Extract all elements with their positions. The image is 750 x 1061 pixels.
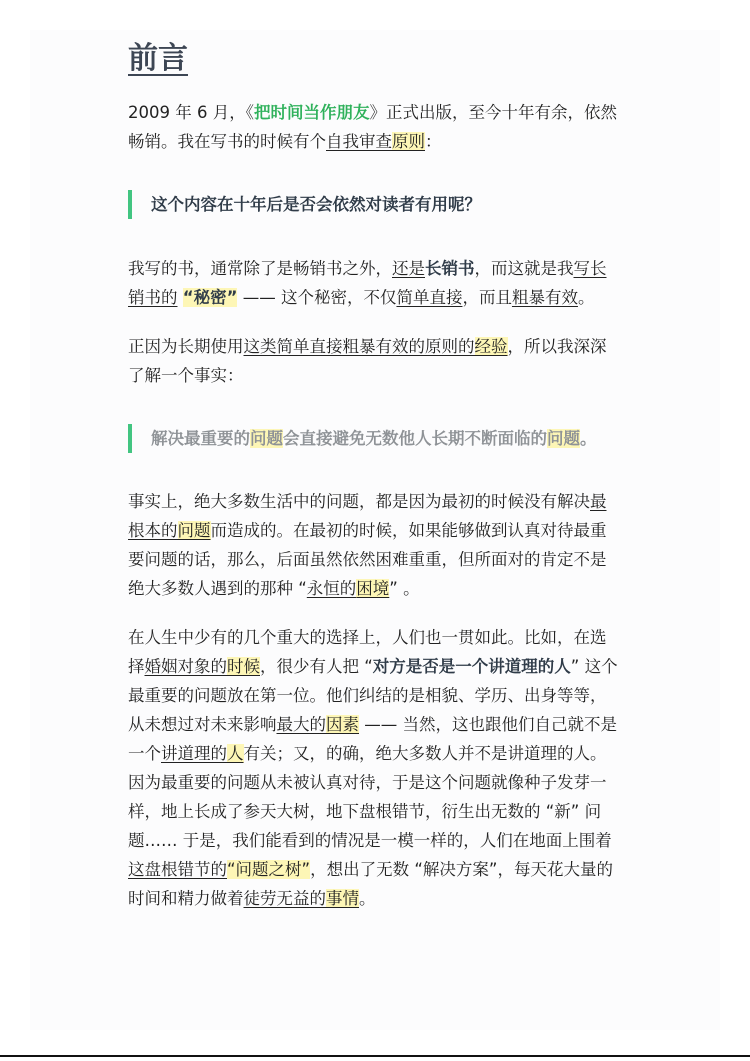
document-content [128, 36, 622, 913]
paragraph-experience: 正因为长期使用这类简单直接粗暴有效的原则的经验，所以我深深了解一个事实： [128, 337, 607, 385]
book-title-link[interactable]: 把时间当作朋友 [253, 103, 370, 122]
paragraph-bestseller: 我写的书，通常除了是畅销书之外，还是长销书，而这就是我写长销书的 “秘密” —— 这个秘密，不仅简单直接，而且粗暴有效。 [128, 259, 607, 307]
blockquote-question: 这个内容在十年后是否会依然对读者有用呢？ [128, 190, 622, 219]
paragraph-life-choices: 在人生中少有的几个重大的选择上，人们也一贯如此。比如，在选择婚姻对象的时候，很少有人把 “对方是否是一个讲道理的人” 这个最重要的问题放在第一位。他们纠结的是相貌、学历、出身等等，从未想过对未来影响最大的因素 —— 当然，这也跟他们自己就不是一个讲道理的人有关；又，的确，绝大多数人并不是讲道理的人。因为最重要的问题从未被认真对待，于是这个问题就像种子发芽一样，地上长成了参天大树，地下盘根错节，衍生出无数的 “新” 问题…… 于是，我们能看到的情况是一模一样的，人们在地面上围着这盘根错节的“问题之树”，想出了无数 “解决方案”，每天花大量的时间和精力做着徒劳无益的事情。 [128, 628, 618, 908]
paragraph-intro: 2009 年 6 月，《把时间当作朋友》正式出版，至今十年有余，依然畅销。我在写书的时候有个自我审查原则： [128, 103, 617, 151]
paragraph-root-problem: 事实上，绝大多数生活中的问题，都是因为最初的时候没有解决最根本的问题而造成的。在最初的时候，如果能够做到认真对待最重要问题的话，那么，后面虽然依然困难重重，但所面对的肯定不是绝大多数人遇到的那种 “永恒的困境” 。 [128, 492, 607, 598]
page-title: 前言 [128, 41, 188, 76]
bottom-divider [0, 1055, 750, 1057]
blockquote-principle: 解决最重要的问题会直接避免无数他人长期不断面临的问题。 [128, 424, 622, 453]
